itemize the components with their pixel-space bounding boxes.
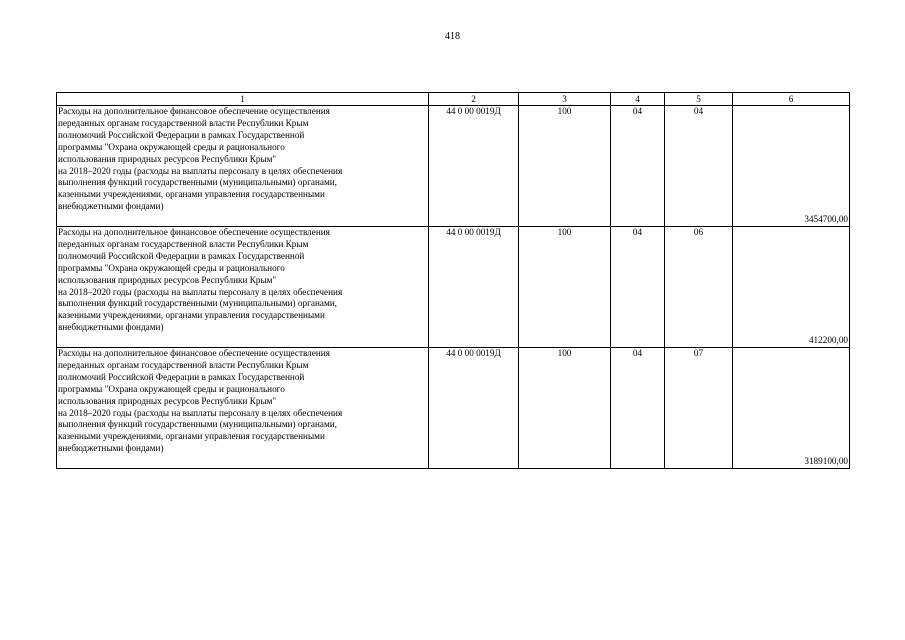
column-header: 5	[665, 93, 733, 106]
row-amount: 412200,00	[733, 227, 850, 348]
column-header: 1	[57, 93, 429, 106]
table-row	[57, 227, 850, 348]
row-section: 04	[611, 348, 665, 469]
row-expense-type: 100	[519, 106, 611, 227]
column-header: 6	[733, 93, 850, 106]
column-header: 2	[429, 93, 519, 106]
column-header: 3	[519, 93, 611, 106]
row-subsection: 04	[665, 106, 733, 227]
budget-table	[56, 92, 850, 469]
row-section: 04	[611, 227, 665, 348]
row-target-code: 44 0 00 0019Д	[429, 106, 519, 227]
row-description: Расходы на дополнительное финансовое обеспечение осуществления переданных органам государственной власти Республики Крым полномочий Российской Федерации в рамках Государственной программы "Охрана окружающей среды и рационального использования природных ресурсов Республики Крым" на 2018–2020 годы (расходы на выплаты персоналу в целях обеспечения выполнения функций государственными (муниципальными) органами, казенными учреждениями, органами управления государственными внебюджетными фондами)	[57, 106, 429, 227]
row-subsection: 07	[665, 348, 733, 469]
row-expense-type: 100	[519, 348, 611, 469]
row-description: Расходы на дополнительное финансовое обеспечение осуществления переданных органам государственной власти Республики Крым полномочий Российской Федерации в рамках Государственной программы "Охрана окружающей среды и рационального использования природных ресурсов Республики Крым" на 2018–2020 годы (расходы на выплаты персоналу в целях обеспечения выполнения функций государственными (муниципальными) органами, казенными учреждениями, органами управления государственными внебюджетными фондами)	[57, 348, 429, 469]
row-target-code: 44 0 00 0019Д	[429, 227, 519, 348]
row-subsection: 06	[665, 227, 733, 348]
table-row	[57, 106, 850, 227]
row-amount: 3189100,00	[733, 348, 850, 469]
row-expense-type: 100	[519, 227, 611, 348]
column-header: 4	[611, 93, 665, 106]
row-amount: 3454700,00	[733, 106, 850, 227]
page-number: 418	[445, 31, 460, 42]
row-description: Расходы на дополнительное финансовое обеспечение осуществления переданных органам государственной власти Республики Крым полномочий Российской Федерации в рамках Государственной программы "Охрана окружающей среды и рационального использования природных ресурсов Республики Крым" на 2018–2020 годы (расходы на выплаты персоналу в целях обеспечения выполнения функций государственными (муниципальными) органами, казенными учреждениями, органами управления государственными внебюджетными фондами)	[57, 227, 429, 348]
table-row	[57, 348, 850, 469]
row-section: 04	[611, 106, 665, 227]
row-target-code: 44 0 00 0019Д	[429, 348, 519, 469]
table-header-row	[57, 93, 850, 106]
